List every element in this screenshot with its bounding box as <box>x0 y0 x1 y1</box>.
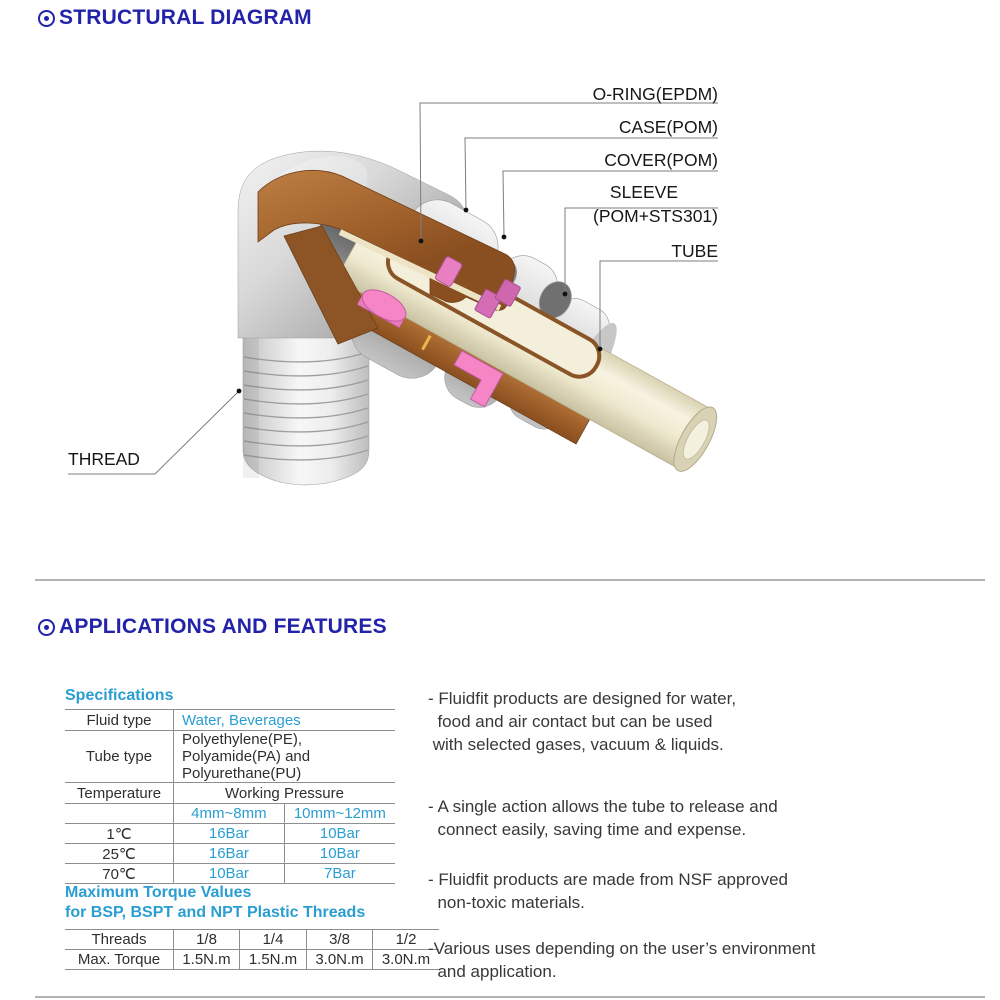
table-row <box>65 783 395 804</box>
pressure-value: 7Bar <box>284 864 395 884</box>
temp-value: 1℃ <box>65 824 174 844</box>
torque-value: 3.0N.m <box>373 950 440 970</box>
feature-line: - Fluidfit products are made from NSF approved <box>428 870 788 889</box>
feature-bullet <box>428 868 928 914</box>
temp-value: 70℃ <box>65 864 174 884</box>
label-case: CASE(POM) <box>618 117 718 137</box>
feature-line: - Fluidfit products are designed for water, <box>428 689 737 708</box>
pressure-value: 10Bar <box>284 824 395 844</box>
tube-type-value: Polyethylene(PE), Polyamide(PA) and Polyurethane(PU) <box>174 731 396 783</box>
size-column-1: 4mm~8mm <box>174 804 285 824</box>
feature-bullet <box>428 937 928 983</box>
thread-size: 1/2 <box>373 930 440 950</box>
torque-value: 3.0N.m <box>307 950 373 970</box>
label-sleeve-line1: SLEEVE <box>609 182 678 202</box>
table-row <box>65 710 395 731</box>
pressure-value: 10Bar <box>174 864 285 884</box>
table-row <box>65 804 395 824</box>
table-row <box>65 844 395 864</box>
pressure-value: 10Bar <box>284 844 395 864</box>
table-row <box>65 930 439 950</box>
temp-value: 25℃ <box>65 844 174 864</box>
temperature-label: Temperature <box>65 783 174 804</box>
working-pressure-label: Working Pressure <box>174 783 396 804</box>
feature-bullet <box>428 795 928 841</box>
torque-table <box>65 929 439 970</box>
torque-value: 1.5N.m <box>174 950 240 970</box>
applications-title-text: APPLICATIONS AND FEATURES <box>59 615 387 638</box>
fluid-type-label: Fluid type <box>65 710 174 731</box>
label-sleeve-line2: (POM+STS301) <box>593 206 718 226</box>
threads-label: Threads <box>65 930 174 950</box>
empty-cell <box>65 804 174 824</box>
section-bullet-icon <box>38 619 55 636</box>
table-row <box>65 950 439 970</box>
feature-line: connect easily, saving time and expense. <box>428 820 747 839</box>
label-o-ring: O-RING(EPDM) <box>592 84 718 104</box>
table-row <box>65 731 395 783</box>
specifications-heading: Specifications <box>65 687 174 704</box>
feature-line: and application. <box>428 962 557 981</box>
max-torque-label: Max. Torque <box>65 950 174 970</box>
applications-title <box>38 615 387 639</box>
fluid-type-value: Water, Beverages <box>174 710 396 731</box>
pressure-value: 16Bar <box>174 824 285 844</box>
feature-bullet <box>428 687 928 756</box>
feature-line: - A single action allows the tube to release and <box>428 797 778 816</box>
label-cover: COVER(POM) <box>604 150 718 170</box>
torque-heading-line2: for BSP, BSPT and NPT Plastic Threads <box>65 904 366 921</box>
thread-size: 1/4 <box>240 930 307 950</box>
feature-line: non-toxic materials. <box>428 893 585 912</box>
label-tube: TUBE <box>671 241 718 261</box>
tube-type-label: Tube type <box>65 731 174 783</box>
thread-stem <box>243 336 369 485</box>
section-divider <box>35 579 985 581</box>
bottom-divider <box>35 996 985 998</box>
label-thread: THREAD <box>68 449 140 469</box>
feature-line: -Various uses depending on the user’s environment <box>428 939 816 958</box>
specifications-table <box>65 709 395 884</box>
thread-size: 1/8 <box>174 930 240 950</box>
structural-diagram-title-text: STRUCTURAL DIAGRAM <box>59 6 312 29</box>
torque-heading-line1: Maximum Torque Values <box>65 884 252 901</box>
thread-size: 3/8 <box>307 930 373 950</box>
table-row <box>65 824 395 844</box>
table-row <box>65 864 395 884</box>
size-column-2: 10mm~12mm <box>284 804 395 824</box>
feature-line: with selected gases, vacuum & liquids. <box>428 735 724 754</box>
torque-value: 1.5N.m <box>240 950 307 970</box>
feature-line: food and air contact but can be used <box>428 712 713 731</box>
pressure-value: 16Bar <box>174 844 285 864</box>
